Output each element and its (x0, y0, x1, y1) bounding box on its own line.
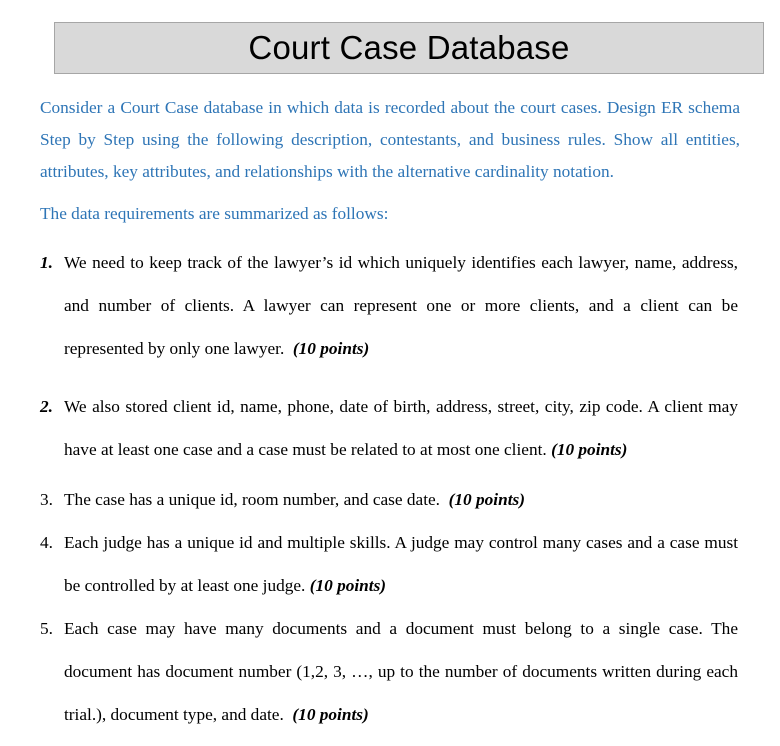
intro-paragraph: Consider a Court Case database in which data is recorded about the court cases. Design ER schema Step by Step using the following description, contestants, and business rules. Show all entities, attributes, key attributes, and relationships with the alternative cardinality notation. (40, 98, 740, 181)
item-body (64, 607, 738, 736)
requirement-item-3 (40, 478, 738, 521)
item-text: Each judge has a unique id and multiple skills. A judge may control many cases and a case must be controlled by at least one judge. (64, 533, 738, 595)
item-text: Each case may have many documents and a document must belong to a single case. The document has document number (1,2, 3, …, up to the number of documents written during each trial.), document type, and date. (64, 619, 738, 724)
item-body (64, 241, 738, 370)
item-number: 1. (40, 253, 53, 272)
requirement-item-4 (40, 521, 738, 607)
item-body (64, 478, 738, 521)
title-banner (54, 22, 764, 74)
item-number: 3. (40, 490, 53, 509)
item-points: (10 points) (292, 705, 369, 724)
item-number: 5. (40, 619, 53, 638)
item-text: We need to keep track of the lawyer’s id which uniquely identifies each lawyer, name, address, and number of clients. A lawyer can represent one or more clients, and a client can be represented by only one lawyer. (64, 253, 738, 358)
item-text: We also stored client id, name, phone, date of birth, address, street, city, zip code. A client may have at least one case and a case must be related to at most one client. (64, 397, 738, 459)
requirements-heading: The data requirements are summarized as follows: (40, 204, 389, 223)
item-points: (10 points) (448, 490, 525, 509)
item-number: 4. (40, 533, 53, 552)
requirement-item-5 (40, 607, 738, 736)
page-title: Court Case Database (248, 29, 570, 66)
item-body (64, 385, 738, 471)
item-number: 2. (40, 397, 53, 416)
item-points: (10 points) (309, 576, 387, 595)
requirement-item-2 (40, 385, 738, 471)
item-text: The case has a unique id, room number, and case date. (64, 490, 440, 509)
item-points: (10 points) (551, 440, 628, 459)
item-points: (10 points) (292, 339, 370, 358)
item-body (64, 521, 738, 607)
requirement-item-1 (40, 241, 738, 370)
